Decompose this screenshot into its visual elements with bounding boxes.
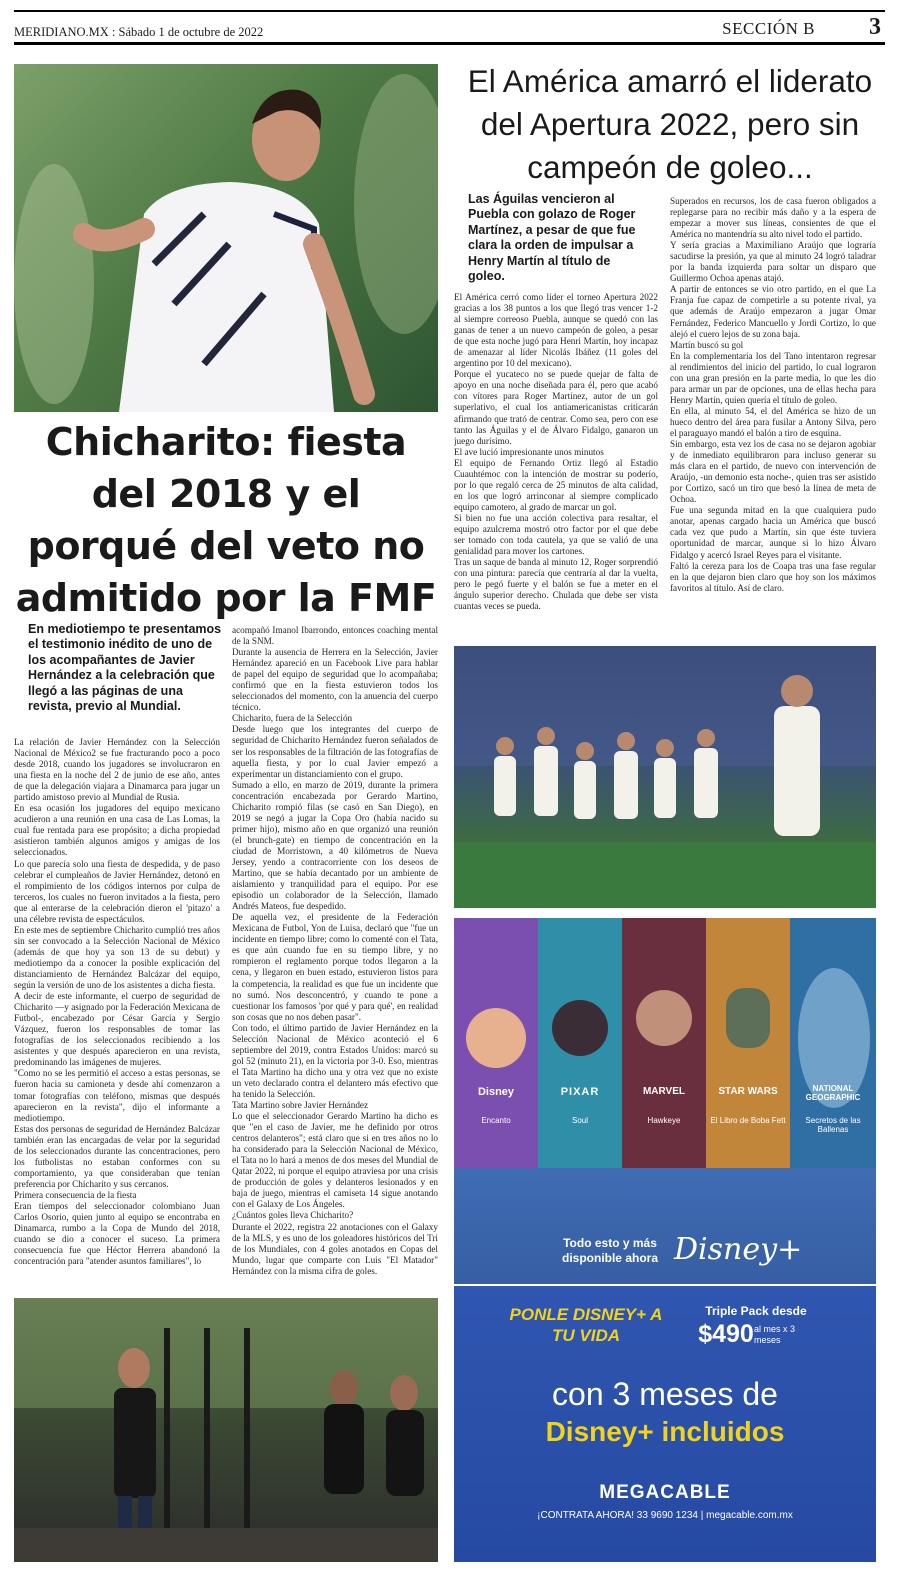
megacable-logo: MEGACABLE xyxy=(599,1482,731,1503)
right-headline: El América amarró el liderato del Apertura 2022, pero sin campeón de goleo... xyxy=(467,63,873,185)
disney-plus-ad[interactable] xyxy=(454,918,876,1284)
title-soul: Soul xyxy=(571,1116,588,1125)
paragraph: Durante la ausencia de Herrera en la Selección, Javier Hernández apareció en un Facebook Live para hablar de papel del equipo de seguridad que lo acompañaba; confirmó que en la fiesta estuvieron todos los seleccionados del momento, con la anuencia del cuerpo técnico. xyxy=(232,647,438,713)
left-deck: En mediotiempo te presentamos el testimonio inédito de uno de los acompañantes de Javier Hernández a la celebración que llegó a las páginas de una revista, previo al Mundial. xyxy=(28,622,222,714)
title-encanto: Encanto xyxy=(481,1116,511,1125)
subheading: ¿Cuántos goles lleva Chicharito? xyxy=(232,1210,354,1221)
paragraph: A decir de este informante, el cuerpo de seguridad de Chicharito —y asignado por la Federación Mexicana de Futbol-, encabezado por César García y Sergio Vázquez, fueron los responsables de tomar las fotografías de los seleccionados recibiendo a los asistentes y que después aparecieron en una revista, predominando las imágenes de mujeres. xyxy=(14,991,220,1068)
paragraph: La relación de Javier Hernández con la Selección Nacional de México2 se fue fracturando poco a poco desde 2018, cuando los jugadores se involucraron en una fiesta en la noche del 2 de junio de ese año, antes de que la delegación viajara a Dinamarca para jugar un partido amistoso previo al Mundial de Rusia. xyxy=(14,737,220,803)
title-boba-fett: El Libro de Boba Fett xyxy=(710,1116,786,1125)
chicharito-photo xyxy=(14,64,438,412)
paragraph: Porque el yucateco no se puede quejar de falta de apoyo en una noche diseñada para él, pero que acabó con vítores para Roger Martínez, autor de un gol superlativo, el cual los antiamericanistas criticarán afirmando que trató de centrar. Como sea, pero con ese tanto las Águilas y el de Álvaro Fidalgo, ganaron un juego durísimo. xyxy=(454,369,658,446)
offer-line-2: Disney+ incluidos xyxy=(545,1416,785,1447)
left-article-col1 xyxy=(14,737,220,1293)
issue-date: Sábado 1 de octubre de 2022 xyxy=(118,25,264,39)
paragraph: En ella, al minuto 54, el del América se hizo de un hueco dentro del área para fusilar a Antony Silva, pero el paraguayo mandó el balón a tiro de esquina. xyxy=(670,405,876,438)
disney-plus-logo: Disney+ xyxy=(674,1232,803,1267)
title-ballenas: Secretos de las Ballenas xyxy=(805,1116,861,1134)
paragraph: Faltó la cereza para los de Coapa tras una fase regular en la que dejaron bien claro que hoy son los máximos favoritos al título. Así de claro. xyxy=(670,560,876,593)
price-note: al mes x 3 meses xyxy=(754,1324,796,1345)
paragraph: A partir de entonces se vio otro partido, en el que La Franja fue capaz de competirle a su potente rival, ya que además de Araújo empezaron a jugar Omar Fernández, Federico Mancuello y Jordi Cortizo, lo que alejó el cuero lejos de su zona baja. xyxy=(670,284,876,339)
player-illustration xyxy=(14,64,438,412)
brand-marvel: MARVEL xyxy=(642,1086,686,1097)
left-headline: Chicharito: fiesta del 2018 y el porqué del veto no admitido por la FMF xyxy=(15,420,437,620)
subheading: Chicharito, fuera de la Selección xyxy=(232,713,353,724)
ponle-disney-plus: PONLE DISNEY+ A TU VIDA xyxy=(509,1305,663,1345)
brand-star-wars: STAR WARS xyxy=(718,1086,778,1097)
paragraph: En la complementaria los del Tano intentaron regresar al rendimientos del inicio del partido, lo cual lograron con una gran presión en la parte media, lo que les dio para armar un par de opciones, una de ellas hecha para Henry Martín, quien quería el título de goleo. xyxy=(670,350,876,405)
header-bottom-rule xyxy=(14,42,885,45)
paragraph: Desde luego que los integrantes del cuerpo de seguridad de Chicharito Hernández fueron señalados de ser los responsables de la filtración de las fotografías de aquella fiesta, y por lo cual Javier empezó a experimentar un distanciamiento con el grupo. xyxy=(232,724,438,779)
left-article-col2 xyxy=(232,625,438,1293)
paragraph: acompañó Imanol Ibarrondo, entonces coaching mental de la SNM. xyxy=(232,625,438,647)
subheading: Tata Martino sobre Javier Hernández xyxy=(232,1100,369,1111)
paragraph: Superados en recursos, los de casa fueron obligados a replegarse para no recibir más daño y a la espera de empezar a mover sus líneas, consientes de que el América no mantendría su alto nivel todo el partido. xyxy=(670,196,876,240)
paragraph: En esa ocasión los jugadores del equipo mexicano acudieron a una reunión en una casa de Las Lomas, la cual fue rentada para ese propósito; a dicha propiedad asistieron también algunos amigos y amigas de los seleccionados. xyxy=(14,803,220,858)
paragraph: Y sería gracias a Maximiliano Araújo que lograría sacudirse la presión, ya que al minuto 24 logró taladrar por la banda izquierda para soltar un disparo que Guillermo Ochoa apenas atajó. xyxy=(670,240,876,284)
paragraph: Si bien no fue una acción colectiva para resaltar, el equipo azulcrema mostró otro factor por el que debe ser tomado con toda cautela, ya que se valió de una genialidad para mover los cartones. xyxy=(454,512,658,557)
paragraph: De aquella vez, el presidente de la Federación Mexicana de Futbol, Yon de Luisa, declaró que "fue un incidente en tiempo libre; como lo comenté con el Tata, es que aún cuando fue en su tiempo libre, y no rompieron el reglamento porque todos llegaron a la cena, y llegaron en buen estado, estuvieron listos para la competencia, la realidad es que fue un incidente que no sumó. Nos desconcentró, y cuando te pone a cuestionar los famosos 'por qué y para qué', en realidad son cosas que no nos deben pasar". xyxy=(232,912,438,1022)
offer-line-1: con 3 meses de xyxy=(552,1376,778,1412)
brand-pixar: PIXAR xyxy=(560,1086,600,1098)
america-team-photo xyxy=(454,646,876,908)
paragraph: El América cerró como líder el torneo Apertura 2022 gracias a los 38 puntos a los que llegó tras vencer 1-2 al siempre correoso Puebla, aunque se quedó con las ganas de tener a un nuevo campeón de goleo, a pesar de que esta noche jugó para Henri Martín, hoy incapaz de amenazar al líder Nicolás Ibáñez (11 goles del argentino por 10 del mexicano). xyxy=(454,292,658,369)
brand-national-geographic: NATIONAL GEOGRAPHIC xyxy=(805,1084,861,1102)
site-name: MERIDIANO.MX : xyxy=(14,25,116,39)
subheading: Primera consecuencia de la fiesta xyxy=(14,1189,137,1200)
paragraph: "Como no se les permitió el acceso a estas personas, se fueron hacia su camioneta y desde ahí comenzaron a tomar fotografías con teléfono, mismas que después aparecieron en la revista", dijo el informante a mediotiempo. xyxy=(14,1068,220,1123)
page-number: 3 xyxy=(869,14,881,40)
paragraph: Fue una segunda mitad en la que cualquiera pudo anotar, apenas cargado hacia un América que buscó cada vez que pudo a Martín, sin que éste tuviera oportunidad de marcar, aunque si lo hizo Álvaro Fidalgo y acercó Israel Reyes para el visitante. xyxy=(670,505,876,560)
paragraph: Con todo, el último partido de Javier Hernández en la Selección Nacional de México aconteció el 6 septiembre del 2019, contra Estados Unidos: marcó su gol 52 (minuto 21), en la victoria por 3-0. Eso, mientras el Tata Martino ha dicho una y otra vez que no existe un veto declarado contra el delantero más efectivo que ha tenido la Selección. xyxy=(232,1022,438,1099)
subheading: Martín buscó su gol xyxy=(670,339,744,350)
ad-tagline: Todo esto y más disponible ahora xyxy=(561,1236,658,1265)
paragraph: Estas dos personas de seguridad de Hernández Balcázar también eran las encargadas de velar por la seguridad de los seleccionados durante las concentraciones, pero los futbolistas no estaban conformes con su comportamiento, ya que consideraban que tenían preferencia por Chicharito y sus cercanos. xyxy=(14,1123,220,1189)
brand-disney: Disney xyxy=(477,1086,515,1098)
paragraph: Durante el 2022, registra 22 anotaciones con el Galaxy de la MLS, y es uno de los goleadores históricos del Tri de los Mundiales, con 4 goles anotados en Copas del Mundo, lugar que comparte con Luis "El Matador" Hernández con la misma cifra de goles. xyxy=(232,1221,438,1276)
section-label: SECCIÓN B xyxy=(722,19,815,38)
right-deck: Las Águilas vencieron al Puebla con golazo de Roger Martínez, a pesar de que fue clara la orden de impulsar a Henry Martín al título de goleo. xyxy=(468,192,636,284)
team-illustration xyxy=(454,646,876,908)
paragraph: Lo que parecía solo una fiesta de despedida, y de paso celebrar el cumpleaños de Javier Hernández, detonó en el rompimiento de los códigos internos por culpa de terceros, los cuales no fueron invitados a la fiesta, pero que al enterarse de la celebración dieron el 'pitazo' a una célebre revista de espectáculos. xyxy=(14,858,220,924)
triple-pack-label: Triple Pack desde xyxy=(705,1304,807,1318)
subheading: El ave lució impresionante unos minutos xyxy=(454,446,604,457)
paragraph: En este mes de septiembre Chicharito cumplió tres años sin ser convocado a la Selección Nacional de México (además de que hoy ya son 13 de su debut) y mediotiempo da a conocer la posible explicación del distanciamiento de Hernández Balcázar del equipo, según la versión de uno de los asistentes a dicha fiesta. xyxy=(14,924,220,991)
paragraph: Eran tiempos del seleccionador colombiano Juan Carlos Osorio, quien junto al equipo se encontraba en Dinamarca, rumbo a la Copa de Mundo del 2018, cuando se dio a conocer el suceso. La primera consecuencia fue que Héctor Herrera abandonó la concentración para "atender asuntos familiares", lo xyxy=(14,1200,220,1267)
megacable-offer-ad[interactable] xyxy=(454,1286,876,1562)
header-top-rule xyxy=(14,10,885,12)
paragraph: Sin embargo, esta vez los de casa no se dejaron agobiar y de inmediato equilibraron para incluso generar su más clara en el partido, de nuevo con intervención de Araújo, -un demonio esta noche-, quien tras ser asistido por Cortizo, sacó un tiro que besó la línea de meta de Ochoa. xyxy=(670,439,876,505)
contact-line: ¡CONTRATA AHORA! 33 9690 1234 | megacable.com.mx xyxy=(537,1510,793,1521)
paragraph: Tras un saque de banda al minuto 12, Roger sorprendió con una pintura: parecía que centraría al dar la vuelta, pero le pegó fuerte y el balón se fue a meter en el ángulo superior derecho. Chulada que debe ser vista cuantas veces se pueda. xyxy=(454,557,658,612)
right-article-col2 xyxy=(670,196,876,642)
party-photo xyxy=(14,1298,438,1562)
party-illustration xyxy=(14,1298,438,1562)
paragraph: Lo que el seleccionador Gerardo Martino ha dicho es que "en el caso de Javier, me he definido por otros centros delanteros"; está claro que si en tres años no lo ha considerado para la Selección Nacional de México, el Tata no lo hará a menos de dos meses del Mundial de Qatar 2022, ni porque el equipo atraviesa por una crisis de producción de goles y delanteros lesionados y en baja de juego, mientras el camiseta 14 sigue anotando con el Galaxy de Los Ángeles. xyxy=(232,1111,438,1210)
masthead xyxy=(14,25,263,40)
paragraph: Sumado a ello, en marzo de 2019, durante la primera concentración encabezada por Gerardo Martino, Chicharito rompió filas (se casó en San Diego), en 2019 se negó a jugar la Copa Oro (había nacido su primer hijo), mismo año en que organizó una reunión (el brunch-gate) en tiempo de concentración en la ciudad de Morristown, a 40 kilómetros de Nueva Jersey, yendo a contracorriente con los deseos de Martino, que se había decantado por un ambiente de aislamiento y tranquilidad para el equipo. Por ese episodio un colaborador de la Selección, llamado Andrés Mateos, fue despedido. xyxy=(232,779,438,912)
right-article-col1 xyxy=(454,292,658,642)
paragraph: El equipo de Fernando Ortiz llegó al Estadio Cuauhtémoc con la intención de mostrar su poderío, por lo que regaló cerca de 25 minutos de alta calidad, en los que logró arrinconar al siempre complicado equipo camotero, al grado de marcar un gol. xyxy=(454,457,658,512)
price: $490 xyxy=(698,1320,754,1348)
title-hawkeye: Hawkeye xyxy=(647,1116,681,1125)
